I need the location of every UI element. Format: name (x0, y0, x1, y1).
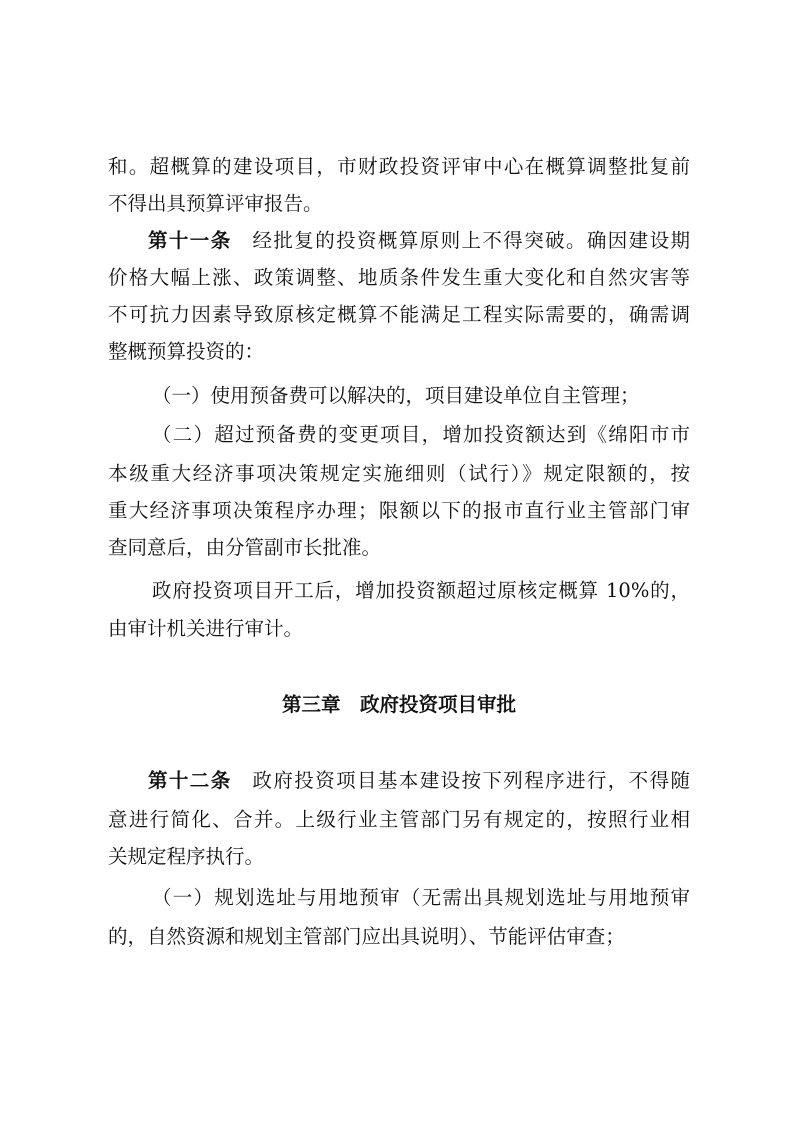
item-2-line-3: 重大经济事项决策程序办理；限额以下的报市直行业主管部门审 (108, 499, 690, 522)
article-11-line-1 (148, 226, 690, 256)
article-11-line-4: 整概预算投资的： (108, 340, 265, 363)
article-11-label: 第十一条 (148, 229, 232, 252)
article-12-line-3: 关规定程序执行。 (108, 845, 265, 868)
article-11-line-3: 不可抗力因素导致原核定概算不能满足工程实际需要的，确需调 (108, 303, 690, 326)
article-12-item-1-line-1: （一）规划选址与用地预审（无需出具规划选址与用地预审 (152, 886, 690, 909)
paragraph-5-line-2: 由审计机关进行审计。 (108, 617, 304, 640)
article-12-label: 第十二条 (148, 769, 232, 792)
article-12-item-1-line-2: 的，自然资源和规划主管部门应出具说明）、节能评估审查； (108, 925, 625, 948)
paragraph-1-line-1: 和。超概算的建设项目，市财政投资评审中心在概算调整批复前 (108, 155, 690, 178)
article-12-line-2: 意进行简化、合并。上级行业主管部门另有规定的，按照行业相 (108, 808, 690, 831)
paragraph-5-line-1: 政府投资项目开工后，增加投资额超过原核定概算 10%的， (152, 579, 690, 602)
item-2-line-4: 查同意后，由分管副市长批准。 (108, 536, 382, 559)
item-2-line-2: 本级重大经济事项决策规定实施细则（试行）》规定限额的，按 (108, 462, 690, 485)
paragraph-1-line-2: 不得出具预算评审报告。 (108, 192, 323, 215)
article-11-text-1: 经批复的投资概算原则上不得突破。确因建设期 (231, 229, 690, 252)
article-12-line-1 (148, 766, 690, 796)
article-11-line-2: 价格大幅上涨、政策调整、地质条件发生重大变化和自然灾害等 (108, 266, 690, 289)
item-1-line-1: （一）使用预备费可以解决的，项目建设单位自主管理； (152, 384, 640, 407)
chapter-heading: 第三章 政府投资项目审批 (281, 693, 516, 716)
item-2-line-1: （二）超过预备费的变更项目，增加投资额达到《绵阳市市 (152, 423, 690, 446)
article-12-text-1: 政府投资项目基本建设按下列程序进行，不得随 (231, 769, 690, 792)
